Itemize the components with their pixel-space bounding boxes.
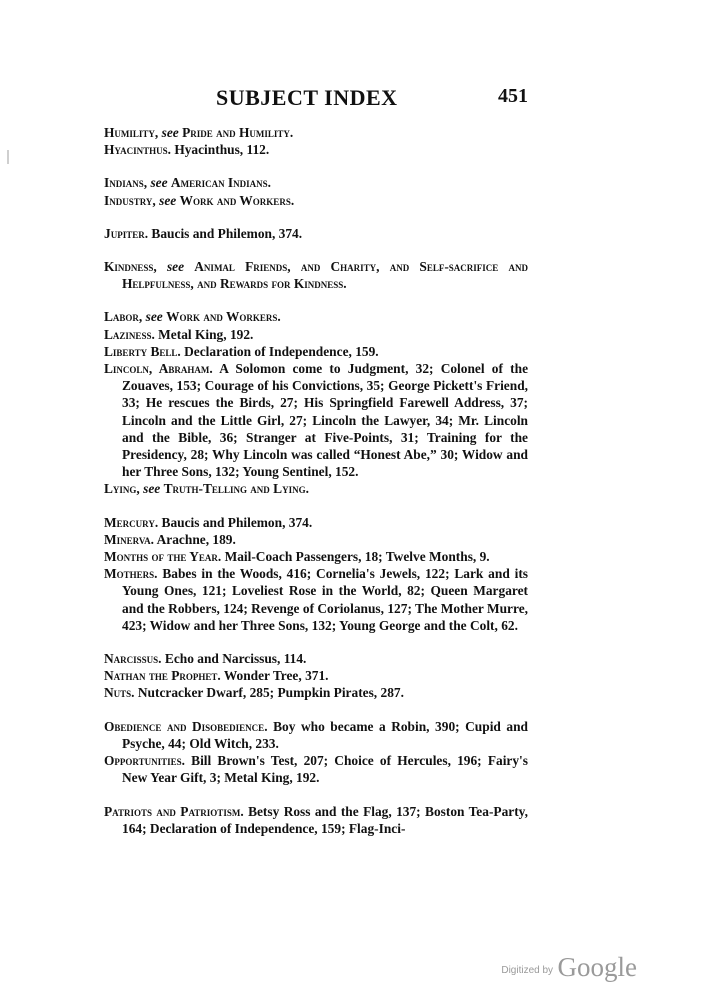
entry-text: A Solomon come to Judgment, 32; Colonel of the Zouaves, 153; Courage of his Convictions, 35; George Pickett's Friend, 33; He rescues the Birds, 27; His Springfield Farewell Address, 37; Lincoln and the Little Girl, 27; Lincoln the Lawyer, 34; Mr. Lincoln and the Bible, 36; Stranger at Five-Points, 31; Training for the Presidency, 28; Why Lincoln was called “Honest Abe,” 30; Widow and her Three Sons, 132; Young Sentinel, 152. [122, 361, 529, 480]
entry-text: Work and Workers. [166, 309, 281, 325]
see-reference: see [161, 125, 179, 140]
index-entry [104, 667, 528, 684]
entry-text: Wonder Tree, 371. [223, 668, 329, 684]
entry-text: Truth-Telling and Lying. [163, 481, 309, 497]
index-entry [104, 684, 528, 701]
index-entry [104, 548, 528, 565]
index-entry [104, 565, 528, 634]
index-entry [104, 308, 528, 325]
see-reference: see [145, 309, 163, 325]
entry-text: Baucis and Philemon, 374. [161, 514, 313, 530]
index-entry [104, 124, 528, 141]
index-group [104, 803, 528, 837]
index-entry [104, 514, 528, 531]
entry-text: Arachne, 189. [156, 531, 236, 547]
index-group [104, 124, 528, 158]
entry-text: American Indians. [170, 175, 271, 191]
entry-text: Echo and Narcissus, 114. [164, 651, 307, 667]
entry-heading: Hyacinthus. [104, 142, 171, 158]
page-title: SUBJECT INDEX [216, 85, 398, 110]
entry-text: Metal King, 192. [158, 326, 254, 342]
index-entry [104, 141, 528, 158]
entry-heading: Minerva. [104, 531, 155, 547]
entry-heading: Lying, [104, 481, 140, 497]
entry-text: Declaration of Independence, 159. [184, 343, 379, 359]
digitized-by-label: Digitized by [501, 965, 554, 976]
entry-heading: Mothers. [104, 566, 158, 582]
see-reference: see [159, 192, 177, 208]
entry-text: Mail-Coach Passengers, 18; Twelve Months, 9. [224, 549, 490, 565]
entry-heading: Liberty Bell. [104, 343, 181, 359]
entry-heading: Months of the Year. [104, 549, 222, 565]
entry-heading: Obedience and Disobedience. [104, 718, 268, 734]
see-reference: see [166, 259, 185, 275]
entry-heading: Lincoln, Abraham. [104, 361, 213, 377]
entry-text: Babes in the Woods, 416; Cornelia's Jewels, 122; Lark and its Young Ones, 121; Loveliest Rose in the World, 82; Queen Margaret and the Robbers, 124; Revenge of Coriolanus, 127; The Mother Murre, 423; Widow and her Three Sons, 132; Young George and the Colt, 62. [122, 566, 528, 633]
google-logo: Google [557, 952, 637, 982]
entry-text: Bill Brown's Test, 207; Choice of Hercules, 196; Fairy's New Year Gift, 3; Metal King, 192. [122, 753, 528, 786]
entry-heading: Kindness, [104, 259, 157, 275]
entry-heading: Jupiter. [104, 225, 149, 241]
index-entry [104, 718, 528, 752]
entry-text: Betsy Ross and the Flag, 137; Boston Tea-Party, 164; Declaration of Independence, 159; Flag-Inci- [122, 803, 528, 836]
entry-text: Boy who became a Robin, 390; Cupid and Psyche, 44; Old Witch, 233. [122, 718, 528, 751]
entry-heading: Patriots and Patriotism. [104, 803, 244, 819]
index-group [104, 718, 528, 787]
entry-heading: Labor, [104, 309, 143, 325]
entry-heading: Mercury. [104, 514, 159, 530]
entry-text: Work and Workers. [179, 192, 295, 208]
entry-heading: Narcissus. [104, 651, 162, 667]
index-entry [104, 258, 528, 292]
entry-heading: Humility, [104, 125, 159, 140]
index-entry [104, 174, 528, 191]
page-number: 451 [498, 85, 528, 107]
index-group [104, 174, 528, 208]
index-group [104, 258, 528, 292]
index-group [104, 225, 528, 242]
index-entry [104, 326, 528, 343]
entry-heading: Nathan the Prophet. [104, 668, 221, 684]
page-header [108, 85, 528, 115]
entry-heading: Indians, [104, 175, 148, 191]
index-entry [104, 343, 528, 360]
scan-mark [7, 150, 9, 164]
index-group [104, 308, 528, 497]
index-entry [104, 225, 528, 242]
index-body [104, 124, 528, 853]
entry-text: Hyacinthus, 112. [174, 142, 270, 158]
index-entry [104, 192, 528, 209]
index-group [104, 514, 528, 634]
entry-heading: Industry, [104, 192, 156, 208]
entry-text: Animal Friends, and Charity, and Self-sacrifice and Helpfulness, and Rewards for Kindness. [122, 259, 528, 292]
index-entry [104, 531, 528, 548]
digitized-watermark [501, 952, 637, 983]
entry-text: Baucis and Philemon, 374. [151, 225, 303, 241]
entry-text: Nutcracker Dwarf, 285; Pumpkin Pirates, 287. [137, 685, 404, 701]
index-entry [104, 803, 528, 837]
entry-heading: Nuts. [104, 685, 135, 701]
entry-text: Pride and Humility. [182, 125, 294, 140]
see-reference: see [143, 481, 161, 497]
index-entry [104, 650, 528, 667]
index-entry [104, 752, 528, 786]
see-reference: see [150, 175, 168, 191]
entry-heading: Opportunities. [104, 753, 185, 769]
index-entry [104, 360, 528, 480]
index-entry [104, 480, 528, 497]
entry-heading: Laziness. [104, 326, 155, 342]
index-group [104, 650, 528, 702]
